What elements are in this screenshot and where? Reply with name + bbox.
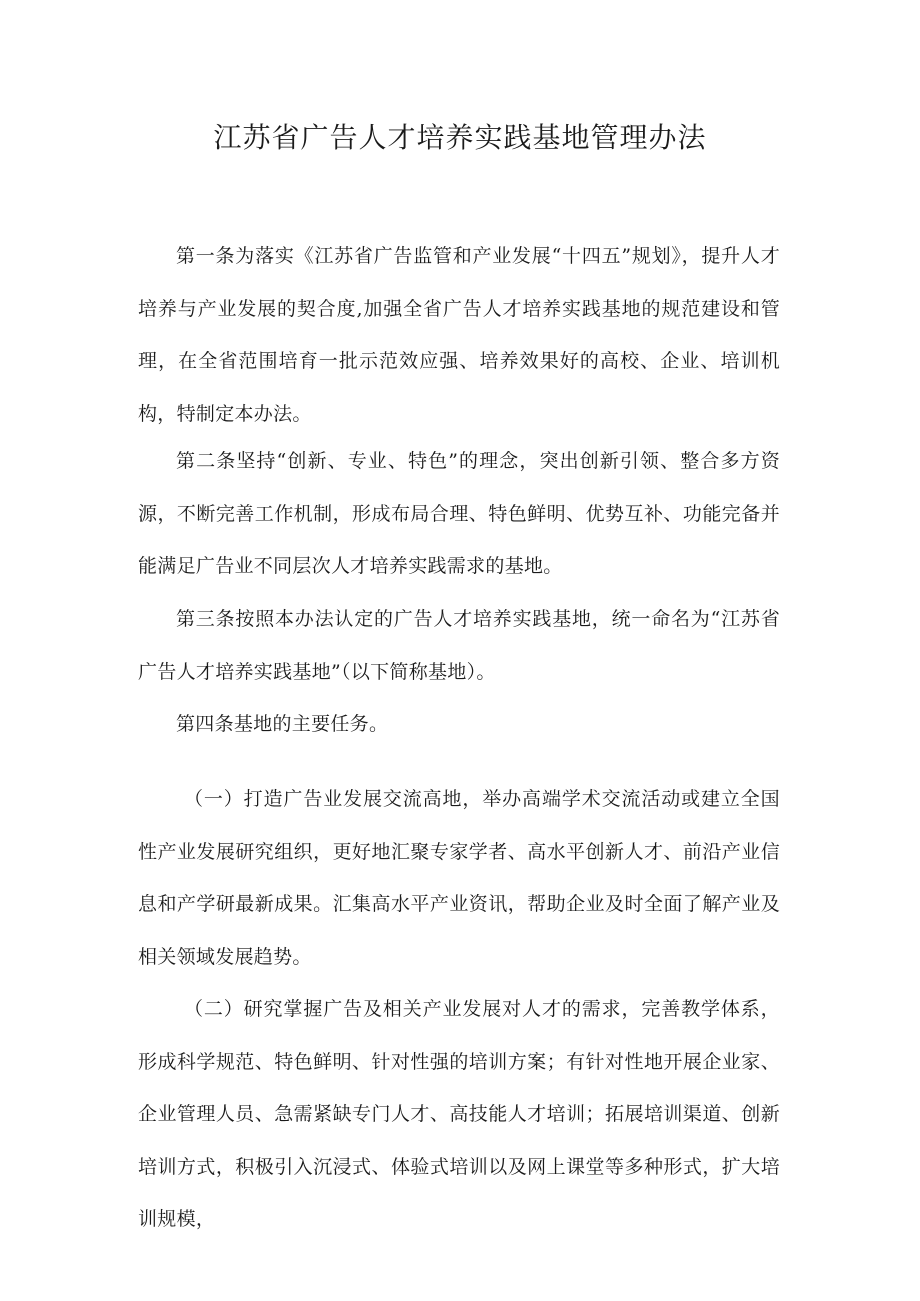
- article-2-paragraph: 第二条坚持“创新、专业、特色”的理念，突出创新引领、整合多方资源，不断完善工作机制，形成布局合理、特色鲜明、优势互补、功能完备并能满足广告业不同层次人才培养实践需求的基地。: [138, 450, 780, 577]
- document-title: 江苏省广告人才培养实践基地管理办法: [213, 121, 707, 154]
- task-2-paragraph: （二）研究掌握广告及相关产业发展对人才的需求，完善教学体系，形成科学规范、特色鲜明、针对性强的培训方案；有针对性地开展企业家、企业管理人员、急需紧缺专门人才、高技能人才培训；拓展培训渠道、创新培训方式，积极引入沉浸式、体验式培训以及网上课堂等多种形式，扩大培训规模，: [138, 998, 780, 1230]
- task-1-paragraph: （一）打造广告业发展交流高地，举办高端学术交流活动或建立全国性产业发展研究组织，更好地汇聚专家学者、高水平创新人才、前沿产业信息和产学研最新成果。汇集高水平产业资讯，帮助企业及时全面了解产业及相关领域发展趋势。: [138, 788, 780, 968]
- article-3-paragraph: 第三条按照本办法认定的广告人才培养实践基地，统一命名为“江苏省广告人才培养实践基地”（以下简称基地）。: [138, 608, 780, 683]
- article-4-paragraph: 第四条基地的主要任务。: [176, 713, 389, 735]
- article-1-paragraph: 第一条为落实《江苏省广告监管和产业发展“十四五”规划》，提升人才培养与产业发展的契合度,加强全省广告人才培养实践基地的规范建设和管理，在全省范围培育一批示范效应强、培养效果好的高校、企业、培训机构，特制定本办法。: [138, 245, 780, 425]
